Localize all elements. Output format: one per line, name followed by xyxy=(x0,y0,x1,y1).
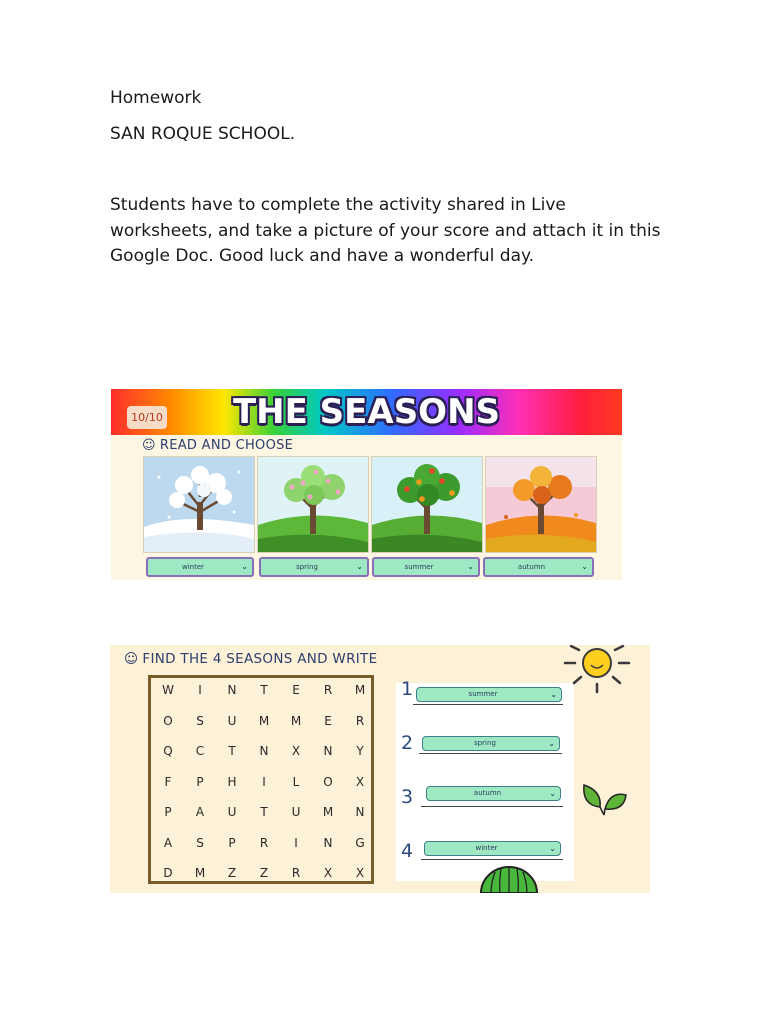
grid-letter[interactable]: C xyxy=(195,744,205,758)
answer-3-value: autumn xyxy=(473,789,502,797)
winter-tree-icon xyxy=(143,456,255,553)
word-search-activity-screenshot xyxy=(110,645,650,893)
grid-letter[interactable]: D xyxy=(163,866,173,880)
grid-letter[interactable]: R xyxy=(291,866,301,880)
grid-letter[interactable]: X xyxy=(323,866,333,880)
spring-dropdown-value: spring xyxy=(296,563,318,571)
answer-4-dropdown[interactable] xyxy=(424,841,561,856)
smile-icon: ☺ xyxy=(142,438,156,453)
grid-letter[interactable]: M xyxy=(258,713,270,728)
grid-letter[interactable]: U xyxy=(291,805,301,819)
grid-letter[interactable]: I xyxy=(198,683,202,697)
grid-letter[interactable]: P xyxy=(228,835,236,850)
grid-letter[interactable]: S xyxy=(196,713,204,728)
answer-3-underline xyxy=(421,806,563,807)
melon-icon xyxy=(479,865,539,893)
summer-tree-icon xyxy=(371,456,483,553)
grid-letter[interactable]: Y xyxy=(356,744,364,758)
grid-letter[interactable]: A xyxy=(195,805,205,819)
autumn-tree-icon xyxy=(485,456,597,553)
chevron-down-icon: ⌄ xyxy=(467,562,474,571)
grid-letter[interactable]: T xyxy=(228,744,236,758)
grid-letter[interactable]: P xyxy=(164,805,172,819)
smile-icon: ☺ xyxy=(124,651,139,667)
chevron-down-icon: ⌄ xyxy=(548,739,555,748)
summer-dropdown[interactable] xyxy=(372,557,480,577)
answer-2-underline xyxy=(419,753,562,754)
chevron-down-icon: ⌄ xyxy=(356,562,363,571)
school-name: SAN ROQUE SCHOOL. xyxy=(110,124,296,144)
answer-1-dropdown[interactable] xyxy=(416,687,562,702)
answer-number: 3 xyxy=(401,786,414,808)
chevron-down-icon: ⌄ xyxy=(549,789,556,798)
answer-3-dropdown[interactable] xyxy=(426,786,561,801)
answer-4-value: winter xyxy=(475,844,498,852)
grid-letter[interactable]: S xyxy=(196,835,204,850)
grid-letter[interactable]: M xyxy=(354,683,366,697)
sun-icon xyxy=(557,645,637,703)
find-seasons-label: FIND THE 4 SEASONS AND WRITE xyxy=(142,651,378,667)
grid-letter[interactable]: L xyxy=(292,774,300,789)
grid-letter[interactable]: T xyxy=(260,683,268,697)
grid-letter[interactable]: P xyxy=(196,774,204,789)
document-heading: Homework xyxy=(110,88,202,108)
grid-letter[interactable]: U xyxy=(227,805,237,819)
score-badge: 10/10 xyxy=(127,406,167,429)
summer-dropdown-value: summer xyxy=(404,563,434,571)
activity-title: THE SEASONS xyxy=(232,392,501,432)
read-and-choose-label: READ AND CHOOSE xyxy=(159,438,294,453)
grid-letter[interactable]: O xyxy=(323,774,333,789)
grid-letter[interactable]: M xyxy=(194,866,206,880)
grid-letter[interactable]: X xyxy=(355,866,365,880)
grid-letter[interactable]: W xyxy=(162,683,174,697)
grid-letter[interactable]: O xyxy=(163,713,173,728)
grid-letter[interactable]: N xyxy=(259,744,269,758)
answer-number: 4 xyxy=(401,840,414,862)
chevron-down-icon: ⌄ xyxy=(550,690,557,699)
answer-2-dropdown[interactable] xyxy=(422,736,560,751)
grid-letter[interactable]: R xyxy=(323,683,333,697)
grid-letter[interactable]: H xyxy=(227,774,237,789)
grid-letter[interactable]: N xyxy=(227,683,237,697)
title-banner xyxy=(111,389,622,435)
grid-letter[interactable]: N xyxy=(355,805,365,819)
grid-letter[interactable]: I xyxy=(262,774,266,789)
read-and-choose-heading xyxy=(142,438,293,453)
grid-letter[interactable]: T xyxy=(260,805,268,819)
spring-dropdown[interactable] xyxy=(259,557,369,577)
grid-letter[interactable]: G xyxy=(355,835,365,850)
grid-letter[interactable]: I xyxy=(294,835,298,850)
grid-letter[interactable]: Z xyxy=(227,866,237,880)
chevron-down-icon: ⌄ xyxy=(581,562,588,571)
grid-letter[interactable]: A xyxy=(163,835,173,850)
leaf-icon xyxy=(580,779,630,819)
answer-number: 2 xyxy=(401,732,414,754)
instructions-paragraph: Students have to complete the activity shared in Live worksheets, and take a picture of your score and attach it in this Google Doc. Good luck and have a wonderful day. xyxy=(110,195,661,266)
autumn-dropdown-value: autumn xyxy=(517,563,546,571)
winter-dropdown[interactable] xyxy=(146,557,254,577)
grid-letter[interactable]: F xyxy=(164,774,172,789)
winter-dropdown-value: winter xyxy=(181,563,205,571)
word-search-grid xyxy=(148,675,374,884)
seasons-activity-screenshot xyxy=(111,389,622,580)
grid-letter[interactable]: X xyxy=(355,774,365,789)
grid-letter[interactable]: U xyxy=(227,713,237,728)
grid-letter[interactable]: Q xyxy=(163,744,173,758)
grid-letter[interactable]: N xyxy=(323,835,333,850)
answer-2-value: spring xyxy=(474,739,496,747)
autumn-dropdown[interactable] xyxy=(483,557,594,577)
spring-tree-icon xyxy=(257,456,369,553)
answer-1-value: summer xyxy=(468,690,498,698)
grid-letter[interactable]: M xyxy=(290,713,302,728)
chevron-down-icon: ⌄ xyxy=(549,844,556,853)
grid-letter[interactable]: Z xyxy=(259,866,269,880)
grid-letter[interactable]: E xyxy=(324,713,332,728)
chevron-down-icon: ⌄ xyxy=(241,562,248,571)
answer-number: 1 xyxy=(401,678,414,700)
answer-4-underline xyxy=(421,859,563,860)
grid-letter[interactable]: M xyxy=(322,805,334,819)
grid-letter[interactable]: R xyxy=(355,713,365,728)
grid-letter[interactable]: X xyxy=(291,744,301,758)
grid-letter[interactable]: N xyxy=(323,744,333,758)
answer-1-underline xyxy=(413,704,563,705)
grid-letter[interactable]: R xyxy=(259,835,269,850)
find-seasons-heading xyxy=(124,651,377,667)
grid-letter[interactable]: E xyxy=(292,683,300,697)
